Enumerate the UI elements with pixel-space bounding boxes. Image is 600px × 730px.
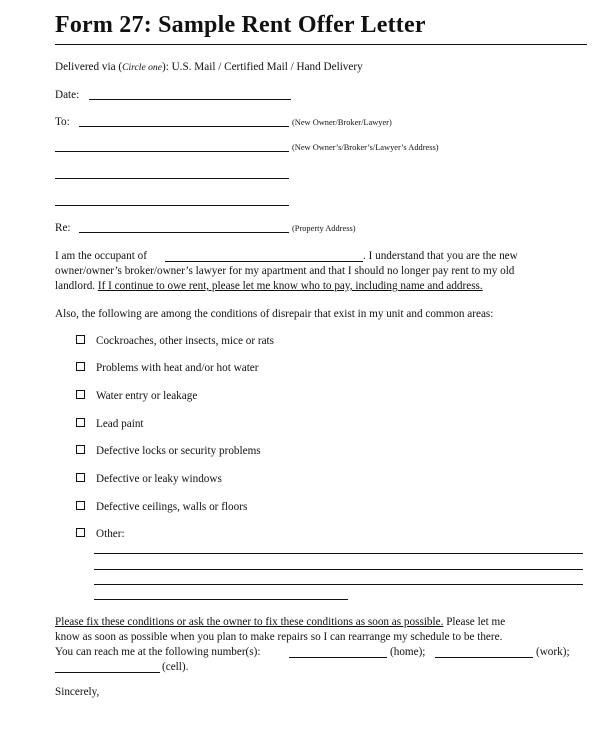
condition-item[interactable] xyxy=(76,501,247,513)
checkbox[interactable] xyxy=(76,473,85,482)
condition-label: Lead paint xyxy=(96,418,144,430)
checkbox[interactable] xyxy=(76,445,85,454)
para1-line3a: landlord. xyxy=(55,280,98,292)
home-label: (home); xyxy=(390,646,426,658)
other-line-2[interactable] xyxy=(94,569,583,570)
other-line-4[interactable] xyxy=(94,599,348,600)
closing-line1 xyxy=(55,616,505,628)
home-phone-field[interactable] xyxy=(289,657,387,658)
condition-label: Defective ceilings, walls or floors xyxy=(96,501,248,513)
condition-item[interactable] xyxy=(76,335,274,347)
occupant-address-field[interactable] xyxy=(165,261,363,262)
condition-label: Problems with heat and/or hot water xyxy=(96,362,259,374)
checkbox[interactable] xyxy=(76,362,85,371)
condition-item[interactable] xyxy=(76,390,197,402)
date-field[interactable] xyxy=(89,99,291,100)
re-label: Re: xyxy=(55,222,71,234)
condition-label: Other: xyxy=(96,528,125,540)
closing-line3a: You can reach me at the following number(s): xyxy=(55,646,261,658)
closing-line2: know as soon as possible when you plan to make repairs so I can rearrange my schedule to be there. xyxy=(55,631,503,643)
delivery-line xyxy=(55,61,363,73)
to-address-field[interactable] xyxy=(55,151,289,152)
para1-line3 xyxy=(55,280,483,292)
work-label: (work); xyxy=(536,646,570,658)
checkbox[interactable] xyxy=(76,390,85,399)
title-rule xyxy=(55,44,587,45)
other-line-3[interactable] xyxy=(94,584,583,585)
condition-label: Defective locks or security problems xyxy=(96,445,261,457)
condition-item-other[interactable] xyxy=(76,528,125,540)
condition-item[interactable] xyxy=(76,418,144,430)
condition-label: Water entry or leakage xyxy=(96,390,198,402)
page-title: Form 27: Sample Rent Offer Letter xyxy=(55,12,426,38)
to-name-note: (New Owner/Broker/Lawyer) xyxy=(292,118,392,127)
to-address-note: (New Owner’s/Broker’s/Lawyer’s Address) xyxy=(292,143,439,152)
to-name-field[interactable] xyxy=(79,126,289,127)
closing-line1b: Please let me xyxy=(443,616,506,628)
to-label: To: xyxy=(55,116,70,128)
condition-item[interactable] xyxy=(76,445,261,457)
property-address-note: (Property Address) xyxy=(292,224,356,233)
para1-line3b: If I continue to owe rent, please let me know who to pay, including name and address. xyxy=(97,280,483,292)
para1-line1a: I am the occupant of xyxy=(55,250,147,262)
condition-label: Cockroaches, other insects, mice or rats xyxy=(96,335,275,347)
cell-label: (cell). xyxy=(162,661,189,673)
address-line-2[interactable] xyxy=(55,178,289,179)
conditions-intro: Also, the following are among the conditions of disrepair that exist in my unit and common areas: xyxy=(55,308,494,320)
condition-item[interactable] xyxy=(76,473,222,485)
para1-line1b: . I understand that you are the new xyxy=(363,250,518,262)
condition-label: Defective or leaky windows xyxy=(96,473,222,485)
cell-phone-field[interactable] xyxy=(55,672,160,673)
checkbox[interactable] xyxy=(76,501,85,510)
para1-line2: owner/owner’s broker/owner’s lawyer for my apartment and that I should no longer pay rent to my old xyxy=(55,265,515,277)
checkbox[interactable] xyxy=(76,528,85,537)
address-line-3[interactable] xyxy=(55,205,289,206)
closing-line1a: Please fix these conditions or ask the owner to fix these conditions as soon as possible. xyxy=(55,616,444,628)
signoff: Sincerely, xyxy=(55,686,100,698)
other-line-1[interactable] xyxy=(94,553,583,554)
work-phone-field[interactable] xyxy=(435,657,533,658)
delivery-prefix: Delivered via ( xyxy=(55,61,123,73)
checkbox[interactable] xyxy=(76,335,85,344)
checkbox[interactable] xyxy=(76,418,85,427)
date-label: Date: xyxy=(55,89,80,101)
circle-one-note: Circle one xyxy=(122,62,162,73)
condition-item[interactable] xyxy=(76,362,259,374)
property-address-field[interactable] xyxy=(79,232,289,233)
delivery-options: ): U.S. Mail / Certified Mail / Hand Delivery xyxy=(161,61,363,73)
